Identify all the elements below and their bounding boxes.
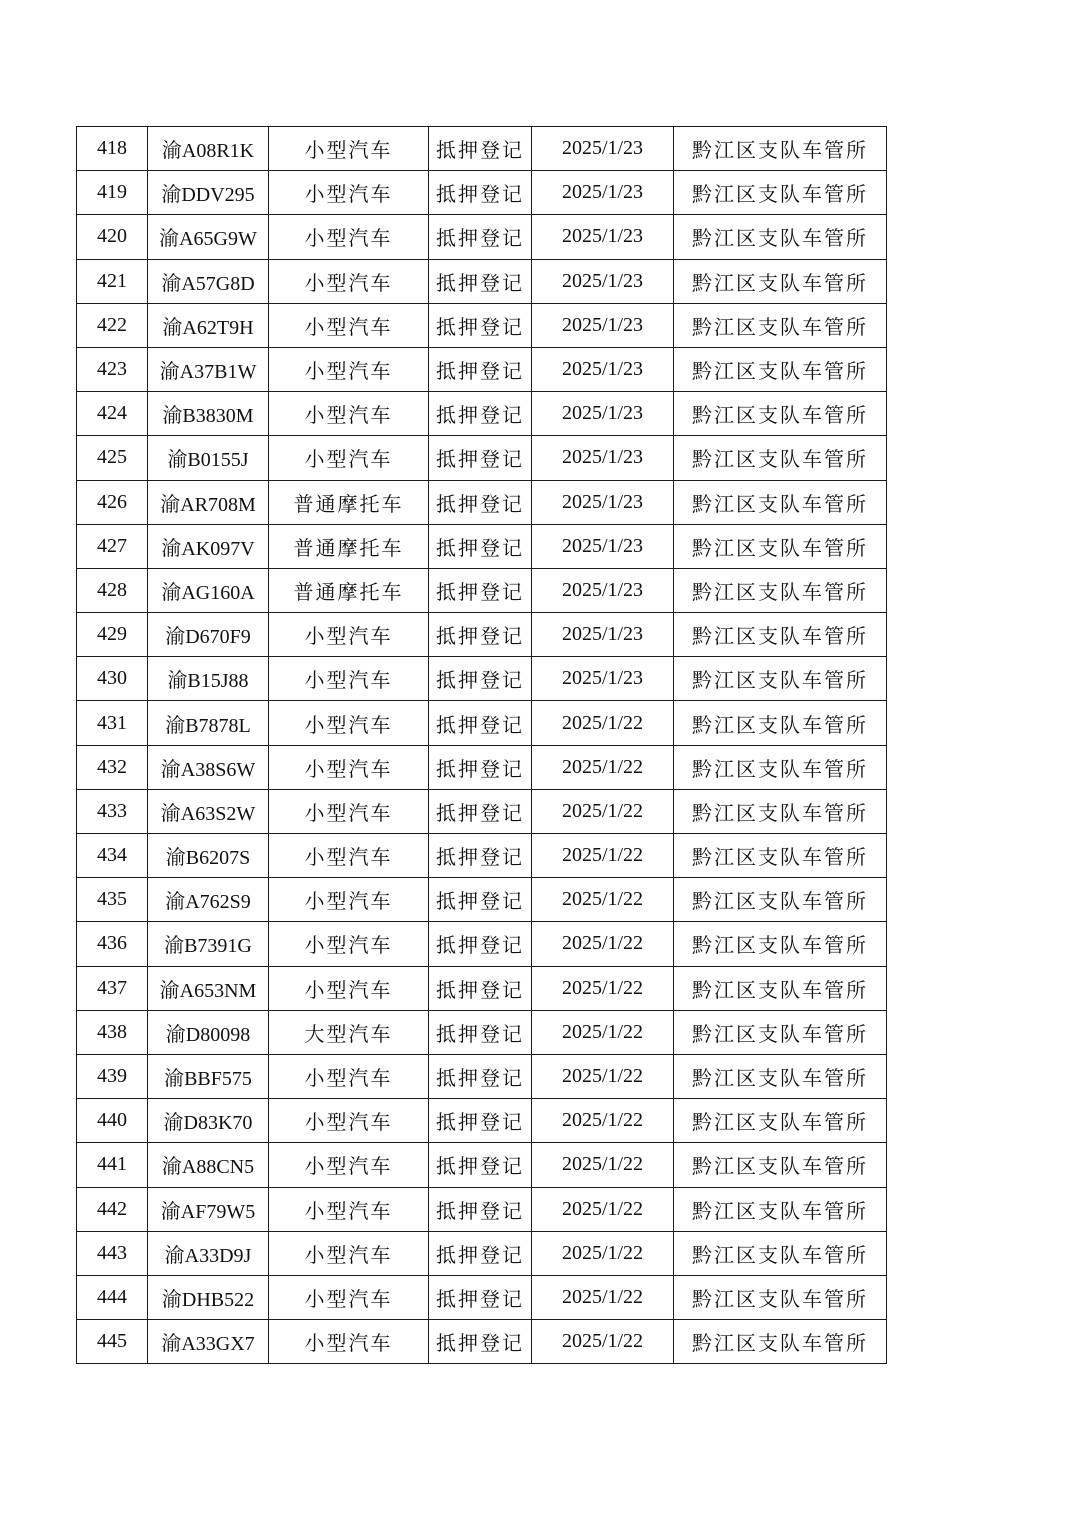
plate-number-cell: 渝A38S6W	[148, 745, 269, 789]
table-row	[77, 657, 887, 701]
office-cell: 黔江区支队车管所	[674, 480, 887, 524]
business-type-cell: 抵押登记	[429, 1187, 532, 1231]
office-cell: 黔江区支队车管所	[674, 347, 887, 391]
row-number-cell: 440	[77, 1099, 148, 1143]
table-row	[77, 1187, 887, 1231]
row-number-cell: 419	[77, 171, 148, 215]
office-cell: 黔江区支队车管所	[674, 436, 887, 480]
vehicle-type-cell: 小型汽车	[269, 745, 429, 789]
business-type-cell: 抵押登记	[429, 657, 532, 701]
date-cell: 2025/1/23	[532, 436, 674, 480]
date-cell: 2025/1/23	[532, 392, 674, 436]
plate-number-cell: 渝A33GX7	[148, 1320, 269, 1364]
office-cell: 黔江区支队车管所	[674, 878, 887, 922]
vehicle-type-cell: 小型汽车	[269, 922, 429, 966]
business-type-cell: 抵押登记	[429, 1231, 532, 1275]
office-cell: 黔江区支队车管所	[674, 745, 887, 789]
date-cell: 2025/1/22	[532, 1054, 674, 1098]
date-cell: 2025/1/22	[532, 1187, 674, 1231]
office-cell: 黔江区支队车管所	[674, 568, 887, 612]
business-type-cell: 抵押登记	[429, 922, 532, 966]
date-cell: 2025/1/22	[532, 966, 674, 1010]
row-number-cell: 434	[77, 834, 148, 878]
vehicle-type-cell: 小型汽车	[269, 392, 429, 436]
vehicle-type-cell: 普通摩托车	[269, 524, 429, 568]
vehicle-type-cell: 小型汽车	[269, 127, 429, 171]
table-row	[77, 480, 887, 524]
business-type-cell: 抵押登记	[429, 1010, 532, 1054]
table-row	[77, 347, 887, 391]
row-number-cell: 429	[77, 613, 148, 657]
business-type-cell: 抵押登记	[429, 1275, 532, 1319]
vehicle-type-cell: 小型汽车	[269, 834, 429, 878]
vehicle-type-cell: 大型汽车	[269, 1010, 429, 1054]
table-row	[77, 1143, 887, 1187]
row-number-cell: 430	[77, 657, 148, 701]
date-cell: 2025/1/22	[532, 1143, 674, 1187]
vehicle-type-cell: 小型汽车	[269, 347, 429, 391]
date-cell: 2025/1/22	[532, 834, 674, 878]
row-number-cell: 436	[77, 922, 148, 966]
date-cell: 2025/1/22	[532, 1320, 674, 1364]
vehicle-type-cell: 小型汽车	[269, 789, 429, 833]
business-type-cell: 抵押登记	[429, 1143, 532, 1187]
row-number-cell: 427	[77, 524, 148, 568]
business-type-cell: 抵押登记	[429, 1320, 532, 1364]
vehicle-type-cell: 小型汽车	[269, 436, 429, 480]
office-cell: 黔江区支队车管所	[674, 1275, 887, 1319]
table-row	[77, 966, 887, 1010]
business-type-cell: 抵押登记	[429, 613, 532, 657]
row-number-cell: 437	[77, 966, 148, 1010]
business-type-cell: 抵押登记	[429, 745, 532, 789]
vehicle-type-cell: 普通摩托车	[269, 480, 429, 524]
row-number-cell: 433	[77, 789, 148, 833]
business-type-cell: 抵押登记	[429, 1054, 532, 1098]
date-cell: 2025/1/23	[532, 524, 674, 568]
business-type-cell: 抵押登记	[429, 303, 532, 347]
office-cell: 黔江区支队车管所	[674, 1143, 887, 1187]
date-cell: 2025/1/23	[532, 347, 674, 391]
table-row	[77, 701, 887, 745]
date-cell: 2025/1/22	[532, 922, 674, 966]
plate-number-cell: 渝AR708M	[148, 480, 269, 524]
table-row	[77, 1054, 887, 1098]
plate-number-cell: 渝B7391G	[148, 922, 269, 966]
vehicle-type-cell: 小型汽车	[269, 878, 429, 922]
date-cell: 2025/1/23	[532, 568, 674, 612]
vehicle-type-cell: 小型汽车	[269, 259, 429, 303]
table-row	[77, 303, 887, 347]
office-cell: 黔江区支队车管所	[674, 657, 887, 701]
date-cell: 2025/1/22	[532, 701, 674, 745]
office-cell: 黔江区支队车管所	[674, 1054, 887, 1098]
row-number-cell: 421	[77, 259, 148, 303]
row-number-cell: 431	[77, 701, 148, 745]
row-number-cell: 444	[77, 1275, 148, 1319]
vehicle-type-cell: 小型汽车	[269, 1099, 429, 1143]
business-type-cell: 抵押登记	[429, 436, 532, 480]
business-type-cell: 抵押登记	[429, 834, 532, 878]
plate-number-cell: 渝DDV295	[148, 171, 269, 215]
vehicle-type-cell: 小型汽车	[269, 303, 429, 347]
vehicle-type-cell: 小型汽车	[269, 1320, 429, 1364]
table-row	[77, 215, 887, 259]
date-cell: 2025/1/23	[532, 303, 674, 347]
table-row	[77, 524, 887, 568]
plate-number-cell: 渝BBF575	[148, 1054, 269, 1098]
row-number-cell: 441	[77, 1143, 148, 1187]
row-number-cell: 445	[77, 1320, 148, 1364]
vehicle-type-cell: 小型汽车	[269, 1187, 429, 1231]
office-cell: 黔江区支队车管所	[674, 524, 887, 568]
plate-number-cell: 渝D83K70	[148, 1099, 269, 1143]
vehicle-type-cell: 小型汽车	[269, 1231, 429, 1275]
business-type-cell: 抵押登记	[429, 347, 532, 391]
vehicle-type-cell: 小型汽车	[269, 1143, 429, 1187]
business-type-cell: 抵押登记	[429, 259, 532, 303]
business-type-cell: 抵押登记	[429, 1099, 532, 1143]
business-type-cell: 抵押登记	[429, 701, 532, 745]
table-row	[77, 1099, 887, 1143]
plate-number-cell: 渝B15J88	[148, 657, 269, 701]
vehicle-type-cell: 小型汽车	[269, 1275, 429, 1319]
plate-number-cell: 渝B6207S	[148, 834, 269, 878]
business-type-cell: 抵押登记	[429, 789, 532, 833]
date-cell: 2025/1/23	[532, 657, 674, 701]
row-number-cell: 443	[77, 1231, 148, 1275]
date-cell: 2025/1/22	[532, 1275, 674, 1319]
table-row	[77, 1010, 887, 1054]
row-number-cell: 435	[77, 878, 148, 922]
date-cell: 2025/1/23	[532, 480, 674, 524]
vehicle-type-cell: 小型汽车	[269, 1054, 429, 1098]
vehicle-type-cell: 小型汽车	[269, 613, 429, 657]
table-row	[77, 613, 887, 657]
office-cell: 黔江区支队车管所	[674, 834, 887, 878]
date-cell: 2025/1/22	[532, 1010, 674, 1054]
plate-number-cell: 渝A762S9	[148, 878, 269, 922]
vehicle-type-cell: 小型汽车	[269, 171, 429, 215]
office-cell: 黔江区支队车管所	[674, 1187, 887, 1231]
row-number-cell: 425	[77, 436, 148, 480]
plate-number-cell: 渝AK097V	[148, 524, 269, 568]
row-number-cell: 426	[77, 480, 148, 524]
plate-number-cell: 渝A62T9H	[148, 303, 269, 347]
vehicle-type-cell: 小型汽车	[269, 215, 429, 259]
office-cell: 黔江区支队车管所	[674, 613, 887, 657]
registration-table	[76, 126, 887, 1364]
vehicle-type-cell: 普通摩托车	[269, 568, 429, 612]
vehicle-type-cell: 小型汽车	[269, 966, 429, 1010]
row-number-cell: 439	[77, 1054, 148, 1098]
office-cell: 黔江区支队车管所	[674, 259, 887, 303]
date-cell: 2025/1/22	[532, 878, 674, 922]
plate-number-cell: 渝B0155J	[148, 436, 269, 480]
business-type-cell: 抵押登记	[429, 127, 532, 171]
plate-number-cell: 渝B3830M	[148, 392, 269, 436]
table-row	[77, 568, 887, 612]
vehicle-type-cell: 小型汽车	[269, 701, 429, 745]
plate-number-cell: 渝A653NM	[148, 966, 269, 1010]
table-row	[77, 171, 887, 215]
office-cell: 黔江区支队车管所	[674, 1010, 887, 1054]
table-row	[77, 259, 887, 303]
table-row	[77, 1275, 887, 1319]
plate-number-cell: 渝A33D9J	[148, 1231, 269, 1275]
table-row	[77, 1231, 887, 1275]
table-row	[77, 1320, 887, 1364]
row-number-cell: 428	[77, 568, 148, 612]
business-type-cell: 抵押登记	[429, 966, 532, 1010]
plate-number-cell: 渝A88CN5	[148, 1143, 269, 1187]
row-number-cell: 442	[77, 1187, 148, 1231]
plate-number-cell: 渝DHB522	[148, 1275, 269, 1319]
plate-number-cell: 渝D670F9	[148, 613, 269, 657]
office-cell: 黔江区支队车管所	[674, 171, 887, 215]
plate-number-cell: 渝AF79W5	[148, 1187, 269, 1231]
row-number-cell: 418	[77, 127, 148, 171]
row-number-cell: 420	[77, 215, 148, 259]
table-body	[77, 127, 887, 1364]
date-cell: 2025/1/23	[532, 127, 674, 171]
plate-number-cell: 渝A57G8D	[148, 259, 269, 303]
table-row	[77, 127, 887, 171]
date-cell: 2025/1/22	[532, 789, 674, 833]
table-row	[77, 392, 887, 436]
office-cell: 黔江区支队车管所	[674, 215, 887, 259]
plate-number-cell: 渝A37B1W	[148, 347, 269, 391]
office-cell: 黔江区支队车管所	[674, 303, 887, 347]
vehicle-type-cell: 小型汽车	[269, 657, 429, 701]
office-cell: 黔江区支队车管所	[674, 966, 887, 1010]
row-number-cell: 438	[77, 1010, 148, 1054]
office-cell: 黔江区支队车管所	[674, 1320, 887, 1364]
table-row	[77, 436, 887, 480]
row-number-cell: 422	[77, 303, 148, 347]
date-cell: 2025/1/23	[532, 613, 674, 657]
table-row	[77, 878, 887, 922]
row-number-cell: 424	[77, 392, 148, 436]
table-row	[77, 834, 887, 878]
office-cell: 黔江区支队车管所	[674, 922, 887, 966]
plate-number-cell: 渝AG160A	[148, 568, 269, 612]
row-number-cell: 432	[77, 745, 148, 789]
business-type-cell: 抵押登记	[429, 215, 532, 259]
office-cell: 黔江区支队车管所	[674, 1231, 887, 1275]
date-cell: 2025/1/23	[532, 215, 674, 259]
plate-number-cell: 渝A65G9W	[148, 215, 269, 259]
table-row	[77, 922, 887, 966]
date-cell: 2025/1/22	[532, 1231, 674, 1275]
row-number-cell: 423	[77, 347, 148, 391]
business-type-cell: 抵押登记	[429, 524, 532, 568]
table-row	[77, 745, 887, 789]
office-cell: 黔江区支队车管所	[674, 789, 887, 833]
date-cell: 2025/1/23	[532, 171, 674, 215]
business-type-cell: 抵押登记	[429, 568, 532, 612]
business-type-cell: 抵押登记	[429, 171, 532, 215]
date-cell: 2025/1/23	[532, 259, 674, 303]
date-cell: 2025/1/22	[532, 745, 674, 789]
plate-number-cell: 渝A63S2W	[148, 789, 269, 833]
plate-number-cell: 渝D80098	[148, 1010, 269, 1054]
plate-number-cell: 渝A08R1K	[148, 127, 269, 171]
office-cell: 黔江区支队车管所	[674, 127, 887, 171]
table-row	[77, 789, 887, 833]
business-type-cell: 抵押登记	[429, 392, 532, 436]
plate-number-cell: 渝B7878L	[148, 701, 269, 745]
date-cell: 2025/1/22	[532, 1099, 674, 1143]
office-cell: 黔江区支队车管所	[674, 701, 887, 745]
office-cell: 黔江区支队车管所	[674, 1099, 887, 1143]
office-cell: 黔江区支队车管所	[674, 392, 887, 436]
business-type-cell: 抵押登记	[429, 480, 532, 524]
business-type-cell: 抵押登记	[429, 878, 532, 922]
